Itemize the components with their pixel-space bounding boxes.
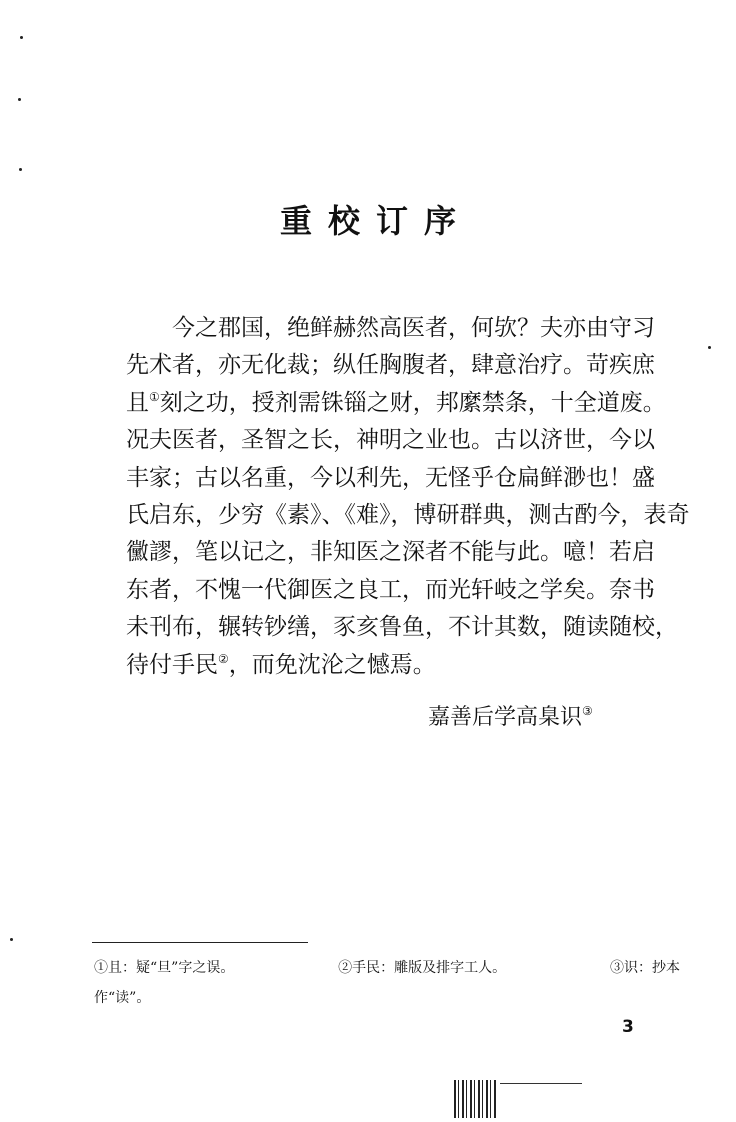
body-line — [126, 647, 678, 684]
body-line-lead: 且 — [126, 389, 149, 416]
body-line-rest: 刻之功，授剂需铢锱之财，邦縻禁条，十全道废。 — [159, 389, 666, 416]
body-line: 东者，不愧一代御医之良工，而光轩岐之学矣。奈书 — [126, 576, 655, 603]
preface-body — [126, 310, 690, 684]
scan-speck — [19, 168, 22, 171]
body-line: 先术者，亦无化裁；纵任胸腹者，肆意治疗。苛疾庶 — [126, 352, 655, 379]
body-line: 黴謬，笔以记之，非知医之深者不能与此。噫！若启 — [126, 539, 655, 566]
body-line — [126, 385, 678, 422]
page-number: 3 — [622, 1017, 634, 1037]
footnote-mark-2: ② — [218, 651, 229, 666]
body-line: 丰家；古以名重，今以利先，无怪乎仓扁鲜渺也！盛 — [126, 464, 655, 491]
footnote-3: ③识：抄本 — [609, 960, 680, 976]
footnote-2: ②手民：雕版及排字工人。 — [338, 960, 507, 976]
body-line-lead: 待付手民 — [126, 651, 218, 678]
footnote-1: ①且：疑“旦”字之误。 — [94, 960, 235, 976]
body-line: 况夫医者，圣智之长，神明之业也。古以济世，今以 — [126, 427, 655, 454]
footnote-mark-3: ③ — [582, 704, 593, 718]
footnote-divider — [92, 942, 308, 943]
footnotes — [94, 953, 680, 1013]
scan-speck — [10, 938, 13, 941]
scan-speck — [20, 36, 23, 39]
footnote-row — [94, 953, 680, 983]
body-line-rest: ，而免沈沦之憾焉。 — [228, 651, 436, 678]
binding-line — [500, 1083, 582, 1084]
signature-text: 嘉善后学高臬识 — [428, 705, 583, 730]
body-line: 未刊布，辗转钞缮，豕亥鲁鱼，不计其数，随读随校， — [126, 614, 678, 641]
footnote-continuation: 作“读”。 — [94, 990, 151, 1006]
scan-speck — [708, 346, 711, 349]
scan-speck — [18, 98, 21, 101]
signature — [428, 700, 593, 731]
body-line: 氏启东，少穷《素》、《难》，博研群典，测古酌今，表奇 — [126, 502, 690, 529]
binding-mark — [454, 1080, 498, 1118]
body-line: 今之郡国，绝鲜赫然高医者，何欤？夫亦由守习 — [172, 315, 655, 341]
page-title: 重校订序 — [279, 202, 472, 240]
footnote-mark-1: ① — [149, 389, 160, 404]
